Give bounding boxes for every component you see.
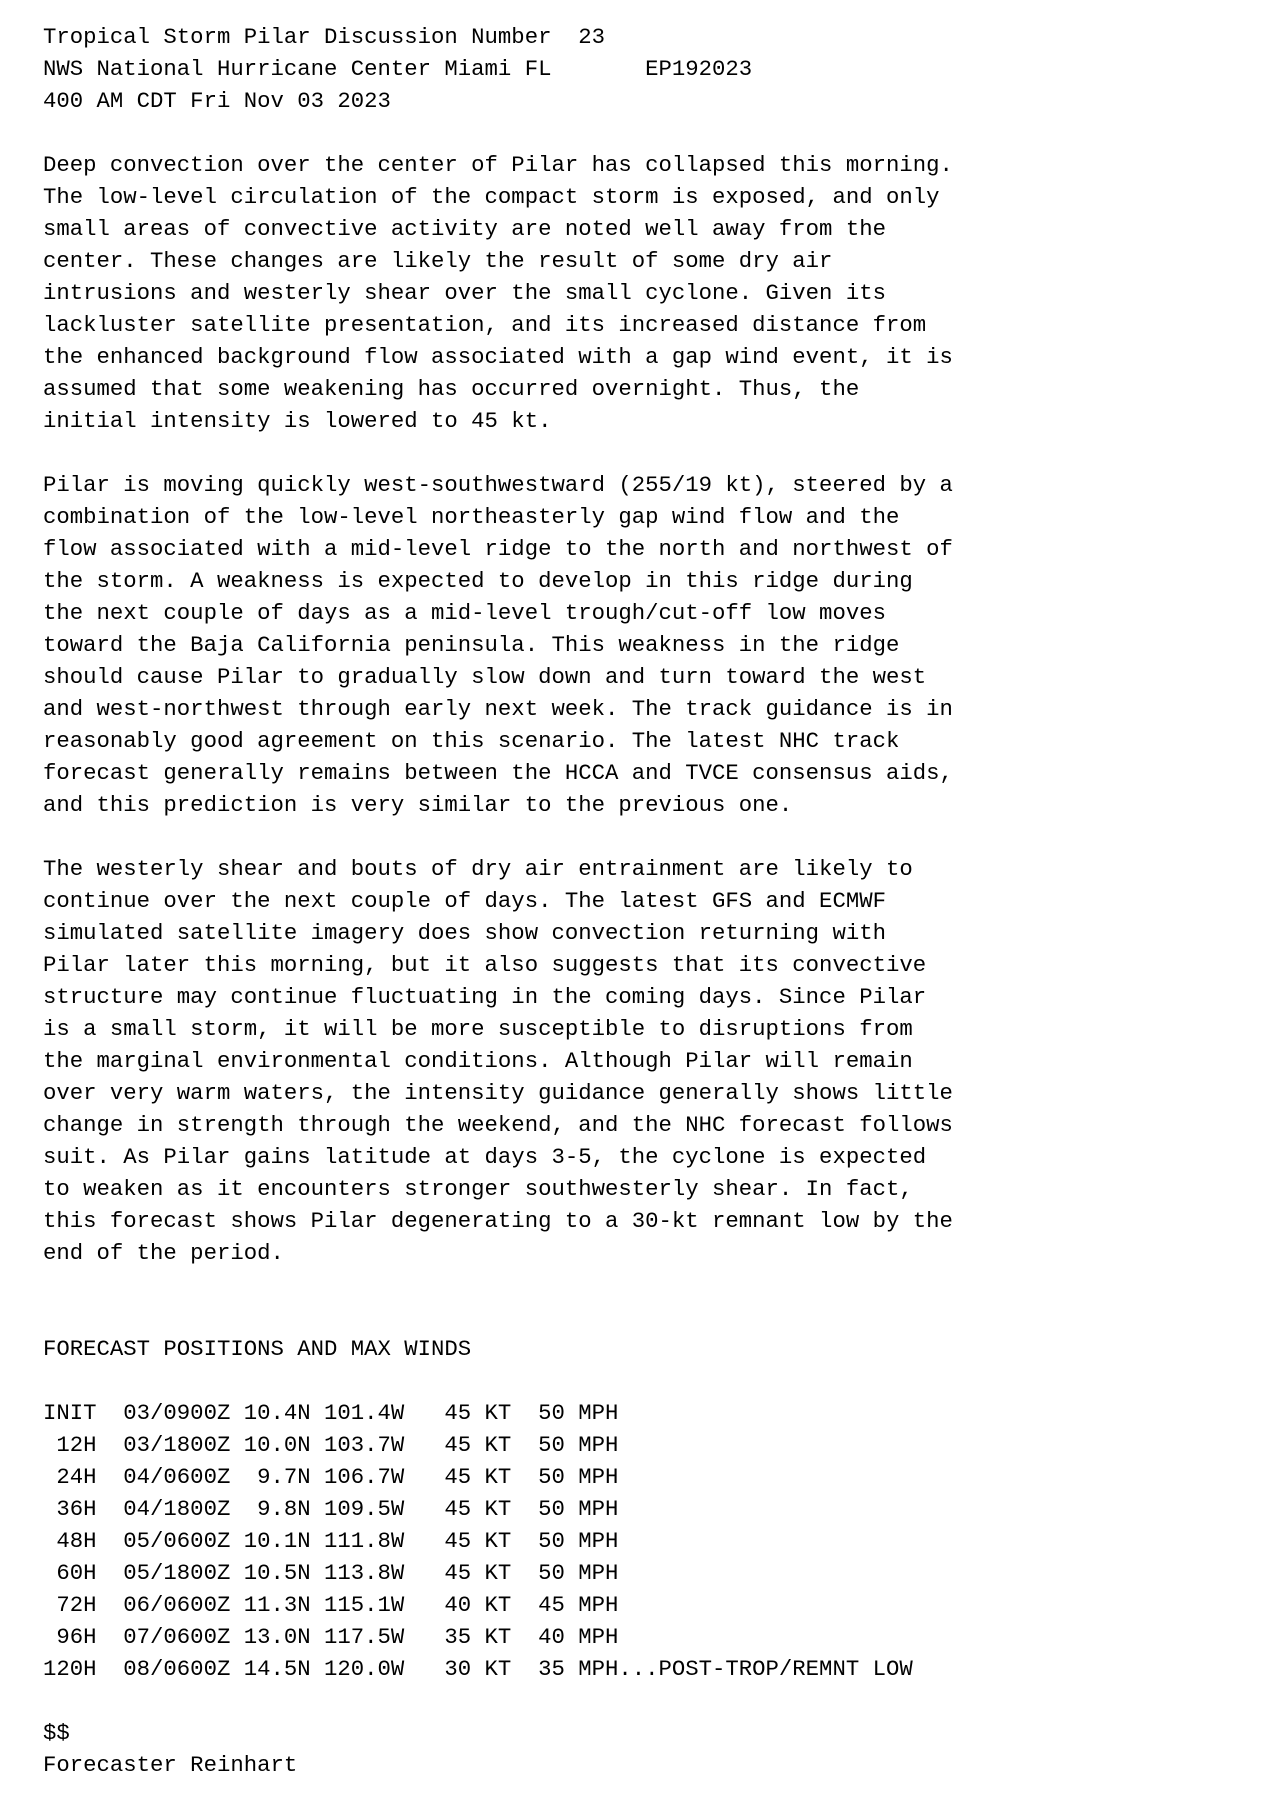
forecast-heading: FORECAST POSITIONS AND MAX WINDS	[43, 1336, 472, 1362]
paragraph-line: simulated satellite imagery does show convection returning with	[43, 920, 886, 946]
paragraph-line: reasonably good agreement on this scenario. The latest NHC track	[43, 728, 900, 754]
spacer	[43, 1269, 1263, 1333]
paragraph-line: forecast generally remains between the HCCA and TVCE consensus aids,	[43, 760, 953, 786]
paragraph-line: the enhanced background flow associated with a gap wind event, it is	[43, 344, 953, 370]
forecaster-signature: Forecaster Reinhart	[43, 1752, 298, 1778]
forecast-row: 60H 05/1800Z 10.5N 113.8W 45 KT 50 MPH	[43, 1560, 619, 1586]
forecast-row: INIT 03/0900Z 10.4N 101.4W 45 KT 50 MPH	[43, 1400, 619, 1426]
forecast-row: 72H 06/0600Z 11.3N 115.1W 40 KT 45 MPH	[43, 1592, 619, 1618]
paragraph-line: assumed that some weakening has occurred overnight. Thus, the	[43, 376, 860, 402]
forecast-row: 48H 05/0600Z 10.1N 111.8W 45 KT 50 MPH	[43, 1528, 619, 1554]
office-line: NWS National Hurricane Center Miami FL EP192023	[43, 56, 753, 82]
paragraph-line: the marginal environmental conditions. Although Pilar will remain	[43, 1048, 913, 1074]
paragraph-intensity	[43, 149, 1263, 437]
paragraph-line: lackluster satellite presentation, and its increased distance from	[43, 312, 927, 338]
issued-line: 400 AM CDT Fri Nov 03 2023	[43, 88, 391, 114]
paragraph-line: initial intensity is lowered to 45 kt.	[43, 408, 552, 434]
spacer	[43, 1365, 1263, 1397]
paragraph-line: and this prediction is very similar to the previous one.	[43, 792, 793, 818]
paragraph-line: The low-level circulation of the compact storm is exposed, and only	[43, 184, 940, 210]
forecast-row: 120H 08/0600Z 14.5N 120.0W 30 KT 35 MPH...POST-TROP/REMNT LOW	[43, 1656, 913, 1682]
spacer	[43, 1685, 1263, 1717]
paragraph-line: Pilar is moving quickly west-southwestward (255/19 kt), steered by a	[43, 472, 953, 498]
paragraph-line: combination of the low-level northeasterly gap wind flow and the	[43, 504, 900, 530]
paragraph-line: over very warm waters, the intensity guidance generally shows little	[43, 1080, 953, 1106]
paragraph-line: and west-northwest through early next week. The track guidance is in	[43, 696, 953, 722]
spacer	[43, 437, 1263, 469]
paragraph-line: suit. As Pilar gains latitude at days 3-5, the cyclone is expected	[43, 1144, 927, 1170]
end-marker: $$	[43, 1720, 70, 1746]
paragraph-line: structure may continue fluctuating in the coming days. Since Pilar	[43, 984, 927, 1010]
paragraph-line: should cause Pilar to gradually slow down and turn toward the west	[43, 664, 927, 690]
forecast-row: 12H 03/1800Z 10.0N 103.7W 45 KT 50 MPH	[43, 1432, 619, 1458]
paragraph-line: continue over the next couple of days. The latest GFS and ECMWF	[43, 888, 886, 914]
paragraph-line: this forecast shows Pilar degenerating to a 30-kt remnant low by the	[43, 1208, 953, 1234]
paragraph-line: is a small storm, it will be more susceptible to disruptions from	[43, 1016, 913, 1042]
paragraph-line: to weaken as it encounters stronger southwesterly shear. In fact,	[43, 1176, 913, 1202]
forecast-row: 36H 04/1800Z 9.8N 109.5W 45 KT 50 MPH	[43, 1496, 619, 1522]
title-line: Tropical Storm Pilar Discussion Number 23	[43, 24, 605, 50]
forecast-row: 96H 07/0600Z 13.0N 117.5W 35 KT 40 MPH	[43, 1624, 619, 1650]
paragraph-outlook	[43, 853, 1263, 1269]
forecast-row: 24H 04/0600Z 9.7N 106.7W 45 KT 50 MPH	[43, 1464, 619, 1490]
paragraph-line: the next couple of days as a mid-level trough/cut-off low moves	[43, 600, 886, 626]
discussion-document	[43, 21, 1263, 1781]
paragraph-track	[43, 469, 1263, 821]
paragraph-line: change in strength through the weekend, and the NHC forecast follows	[43, 1112, 953, 1138]
paragraph-line: Pilar later this morning, but it also suggests that its convective	[43, 952, 927, 978]
paragraph-line: the storm. A weakness is expected to develop in this ridge during	[43, 568, 913, 594]
forecast-table	[43, 1397, 1263, 1685]
spacer	[43, 117, 1263, 149]
paragraph-line: small areas of convective activity are noted well away from the	[43, 216, 886, 242]
paragraph-line: center. These changes are likely the result of some dry air	[43, 248, 833, 274]
spacer	[43, 821, 1263, 853]
paragraph-line: end of the period.	[43, 1240, 284, 1266]
paragraph-line: intrusions and westerly shear over the small cyclone. Given its	[43, 280, 886, 306]
paragraph-line: toward the Baja California peninsula. This weakness in the ridge	[43, 632, 900, 658]
paragraph-line: Deep convection over the center of Pilar has collapsed this morning.	[43, 152, 953, 178]
paragraph-line: The westerly shear and bouts of dry air entrainment are likely to	[43, 856, 913, 882]
paragraph-line: flow associated with a mid-level ridge to the north and northwest of	[43, 536, 953, 562]
